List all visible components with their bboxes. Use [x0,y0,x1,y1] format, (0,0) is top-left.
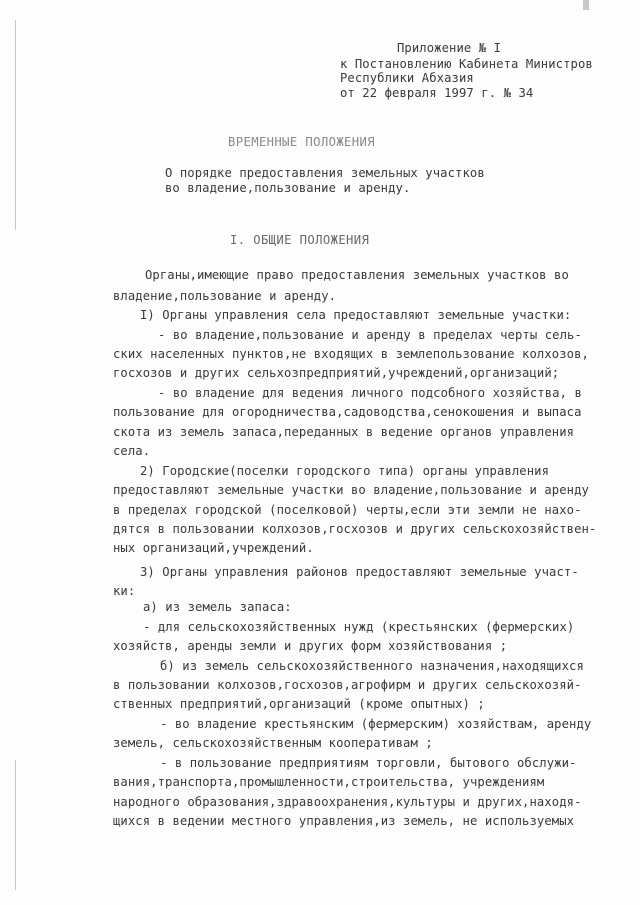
body-line: хозяйств, аренды земли и других форм хозяйствования ; [113,639,508,653]
body-line: - во владение для ведения личного подсобного хозяйства, в [158,386,582,400]
body-line: села. [113,444,151,458]
document-subtitle-line1: О порядке предоставления земельных участков [165,166,485,180]
document-title: ВРЕМЕННЫЕ ПОЛОЖЕНИЯ [228,135,376,149]
body-line: - для сельскохозяйственных нужд (крестьянских (фермерских) [143,620,575,634]
body-line: ных организаций,учреждений. [113,541,314,555]
body-line: госхозов и других сельхозпредприятий,учреждений,организаций; [113,366,560,380]
body-line: народного образования,здравоохранения,культуры и других,находя- [113,795,582,809]
body-line: в пределах городской (поселковой) черты,если эти земли не нахо- [113,503,582,517]
body-line: 2) Городские(поселки городского типа) органы управления [140,464,550,478]
appendix-date: от 22 февраля 1997 г. № 34 [340,86,534,100]
body-line: - в пользование предприятиям торговли, бытового обслужи- [160,756,577,770]
body-line: скота из земель запаса,переданных в ведение органов управления [113,425,575,439]
body-line: 3) Органы управления районов предоставляют земельные участ- [140,565,579,579]
body-line: - во владение,пользование и аренду в пределах черты сель- [158,328,582,342]
body-line: предоставляют земельные участки во владение,пользование и аренду [113,483,589,497]
scan-edge-line [15,20,16,230]
body-line: дятся в пользовании колхозов,госхозов и других сельскохозяйствен- [113,522,597,536]
appendix-number: Приложение № I [397,41,502,55]
body-line: щихся в ведении местного управления,из земель, не используемых [113,814,575,828]
scan-edge-line [15,760,16,890]
appendix-reference: к Постановлению Кабинета Министров [340,57,593,71]
body-line: земель, сельскохозяйственным кооперативам ; [113,736,433,750]
body-line: I) Органы управления села предоставляют земельные участки: [140,308,572,322]
document-subtitle-line2: во владение,пользование и аренду. [165,181,411,195]
section-title: I. ОБЩИЕ ПОЛОЖЕНИЯ [230,233,370,247]
body-line: Органы,имеющие право предоставления земельных участков во [145,268,569,282]
body-line: пользование для огородничества,садоводства,сенокошения и выпаса [113,405,582,419]
body-line: ки: [113,584,136,598]
body-line: владение,пользование и аренду. [113,289,337,303]
body-line: ских населенных пунктов,не входящих в землепользование колхозов, [113,347,589,361]
body-line: ственных предприятий,организаций (кроме опытных) ; [113,697,485,711]
body-line: - во владение крестьянским (фермерским) хозяйствам, аренду [160,717,592,731]
body-line: в пользовании колхозов,госхозов,агрофирм и других сельскохозяй- [113,678,582,692]
appendix-republic: Республики Абхазия [340,71,474,85]
body-line: а) из земель запаса: [143,600,292,614]
staple-mark [583,0,589,10]
body-line: вания,транспорта,промышленности,строительства, учреждениям [113,775,545,789]
body-line: б) из земель сельскохозяйственного назначения,находящихся [160,659,584,673]
